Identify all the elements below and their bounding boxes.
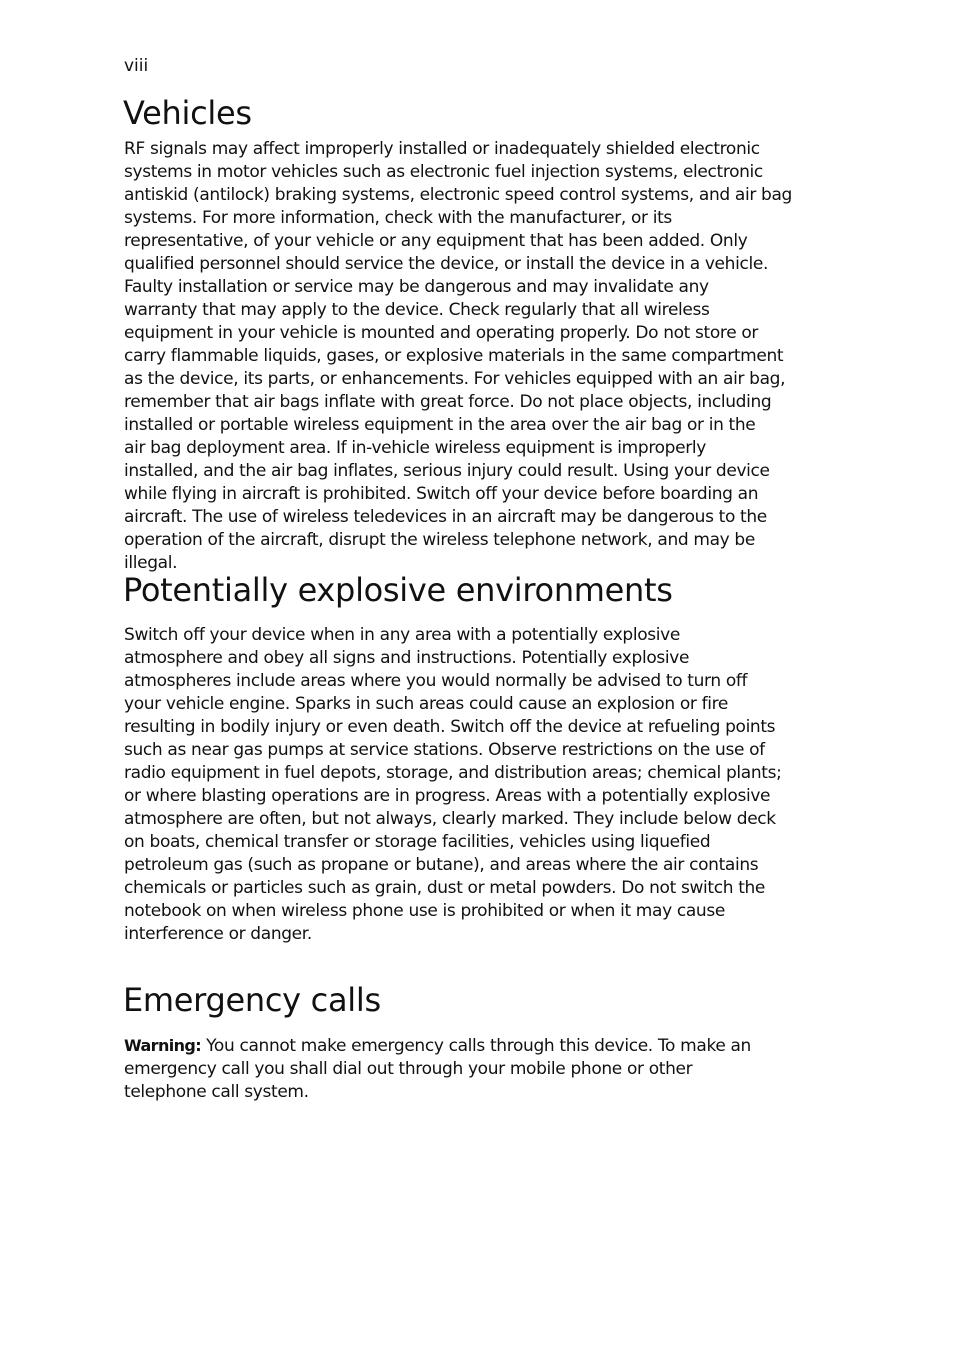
warning-text: You cannot make emergency calls through this device. To make an xyxy=(201,1036,751,1056)
text-line: atmospheres include areas where you would normally be advised to turn off xyxy=(124,671,748,691)
paragraph-emergency-calls xyxy=(124,1034,751,1104)
text-line: while flying in aircraft is prohibited. Switch off your device before boarding an xyxy=(124,484,759,504)
text-line: systems. For more information, check with the manufacturer, or its xyxy=(124,208,672,228)
text-line: warranty that may apply to the device. Check regularly that all wireless xyxy=(124,300,710,320)
text-line: installed or portable wireless equipment in the area over the air bag or in the xyxy=(124,415,756,435)
heading-potentially-explosive-environments: Potentially explosive environments xyxy=(123,571,673,609)
text-line: your vehicle engine. Sparks in such areas could cause an explosion or fire xyxy=(124,694,728,714)
paragraph-explosive-environments xyxy=(124,624,781,946)
heading-vehicles: Vehicles xyxy=(123,94,252,132)
text-line: RF signals may affect improperly installed or inadequately shielded electronic xyxy=(124,139,760,159)
text-line: operation of the aircraft, disrupt the wireless telephone network, and may be xyxy=(124,530,755,550)
text-line: resulting in bodily injury or even death. Switch off the device at refueling points xyxy=(124,717,776,737)
text-line: remember that air bags inflate with great force. Do not place objects, including xyxy=(124,392,772,412)
paragraph-vehicles xyxy=(124,138,792,575)
page-number: viii xyxy=(124,56,149,76)
text-line: qualified personnel should service the device, or install the device in a vehicle. xyxy=(124,254,768,274)
text-line: notebook on when wireless phone use is prohibited or when it may cause xyxy=(124,901,725,921)
text-line: equipment in your vehicle is mounted and operating properly. Do not store or xyxy=(124,323,759,343)
text-line: illegal. xyxy=(124,553,178,573)
text-line: telephone call system. xyxy=(124,1082,309,1102)
text-line: installed, and the air bag inflates, serious injury could result. Using your device xyxy=(124,461,770,481)
text-line: Switch off your device when in any area with a potentially explosive xyxy=(124,625,680,645)
text-line: Faulty installation or service may be dangerous and may invalidate any xyxy=(124,277,709,297)
text-line: such as near gas pumps at service stations. Observe restrictions on the use of xyxy=(124,740,765,760)
text-line: antiskid (antilock) braking systems, electronic speed control systems, and air bag xyxy=(124,185,792,205)
text-line: air bag deployment area. If in-vehicle wireless equipment is improperly xyxy=(124,438,706,458)
text-line: atmosphere and obey all signs and instructions. Potentially explosive xyxy=(124,648,690,668)
text-line: systems in motor vehicles such as electronic fuel injection systems, electronic xyxy=(124,162,763,182)
text-line xyxy=(124,1034,751,1058)
text-line: chemicals or particles such as grain, dust or metal powders. Do not switch the xyxy=(124,878,766,898)
text-line: aircraft. The use of wireless teledevices in an aircraft may be dangerous to the xyxy=(124,507,767,527)
text-line: atmosphere are often, but not always, clearly marked. They include below deck xyxy=(124,809,776,829)
text-line: petroleum gas (such as propane or butane), and areas where the air contains xyxy=(124,855,759,875)
warning-label: Warning: xyxy=(124,1036,202,1055)
text-line: carry flammable liquids, gases, or explosive materials in the same compartment xyxy=(124,346,784,366)
text-line: radio equipment in fuel depots, storage, and distribution areas; chemical plants; xyxy=(124,763,782,783)
text-line: as the device, its parts, or enhancements. For vehicles equipped with an air bag, xyxy=(124,369,786,389)
text-line: emergency call you shall dial out through your mobile phone or other xyxy=(124,1059,693,1079)
text-line: interference or danger. xyxy=(124,924,312,944)
text-line: representative, of your vehicle or any equipment that has been added. Only xyxy=(124,231,748,251)
text-line: or where blasting operations are in progress. Areas with a potentially explosive xyxy=(124,786,771,806)
text-line: on boats, chemical transfer or storage facilities, vehicles using liquefied xyxy=(124,832,711,852)
heading-emergency-calls: Emergency calls xyxy=(123,981,381,1019)
